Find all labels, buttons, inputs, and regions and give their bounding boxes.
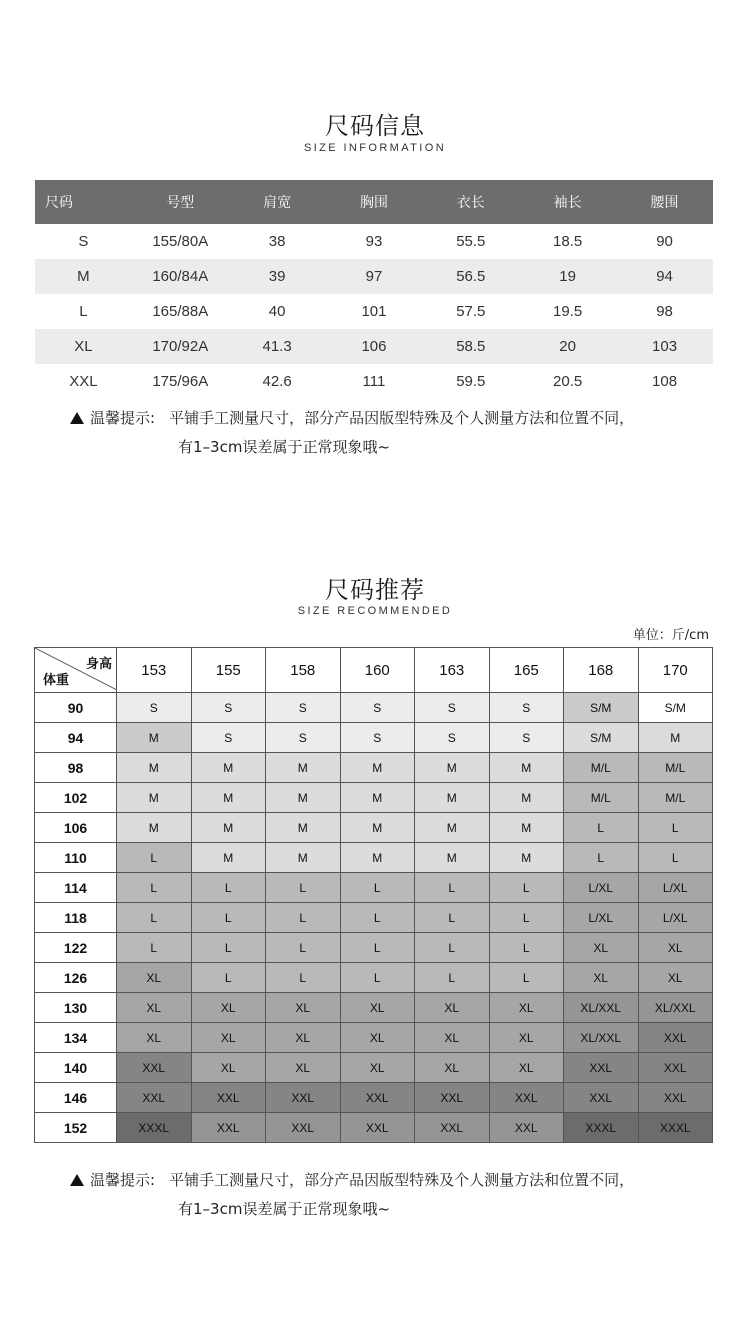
weight-cell: 106 <box>35 813 117 843</box>
size-cell: XXL <box>266 1083 341 1113</box>
size-cell: XL <box>117 963 192 993</box>
size-info-cell: XL <box>35 329 132 364</box>
size-cell: XXL <box>415 1083 490 1113</box>
size-cell: S <box>340 723 415 753</box>
size-info-cell: 165/88A <box>152 303 209 320</box>
size-cell: L <box>117 843 192 873</box>
size-cell: M <box>266 813 341 843</box>
size-cell: XL <box>117 1023 192 1053</box>
size-info-header: 腰围 <box>616 180 713 224</box>
size-info-cell: 108 <box>652 373 678 390</box>
weight-cell: 122 <box>35 933 117 963</box>
size-cell: XXL <box>489 1113 564 1143</box>
size-info-row <box>35 259 713 294</box>
size-info-cell: 57.5 <box>456 303 486 320</box>
weight-row <box>35 1053 713 1083</box>
size-cell: XL <box>191 1023 266 1053</box>
size-cell: M/L <box>638 753 713 783</box>
size-cell: L <box>340 963 415 993</box>
size-cell: M <box>638 723 713 753</box>
unit-label: 单位：斤/cm <box>632 628 709 643</box>
size-cell: L <box>638 843 713 873</box>
size-info-cell: XXL <box>69 373 98 390</box>
size-info-title: 尺码信息 <box>325 112 425 140</box>
size-info-cell: 90 <box>656 233 673 250</box>
size-cell: XL <box>415 993 490 1023</box>
size-cell: L <box>489 933 564 963</box>
size-cell: S/M <box>638 693 713 723</box>
size-info-cell: 59.5 <box>456 373 486 390</box>
height-header: 168 <box>564 648 639 693</box>
size-info-header: 衣长 <box>422 180 519 224</box>
size-cell: L <box>415 903 490 933</box>
size-cell: XXL <box>415 1113 490 1143</box>
corner-cell <box>35 648 117 693</box>
size-cell: XL/XXL <box>564 993 639 1023</box>
size-cell: S/M <box>564 693 639 723</box>
size-recommend-subtitle: SIZE RECOMMENDED <box>297 605 453 617</box>
size-info-cell: 20.5 <box>553 373 583 390</box>
height-header: 170 <box>638 648 713 693</box>
size-cell: M <box>266 753 341 783</box>
weight-row <box>35 1113 713 1143</box>
weight-row <box>35 873 713 903</box>
weight-row <box>35 993 713 1023</box>
size-info-cell: 160/84A <box>132 259 229 294</box>
size-info-cell: 56.5 <box>422 259 519 294</box>
size-cell: M <box>489 783 564 813</box>
weight-row <box>35 783 713 813</box>
height-header: 153 <box>117 648 192 693</box>
size-cell: L <box>415 933 490 963</box>
size-cell: L <box>489 873 564 903</box>
size-info-header: 号型 <box>132 180 229 224</box>
weight-row <box>35 903 713 933</box>
size-cell: XL <box>266 1023 341 1053</box>
size-info-header: 尺码 <box>35 180 132 224</box>
size-cell: M <box>340 843 415 873</box>
tip-label: 温馨提示: <box>90 409 156 427</box>
size-cell: XL <box>564 933 639 963</box>
size-cell: M <box>415 813 490 843</box>
size-cell: M <box>415 843 490 873</box>
weight-cell: 114 <box>35 873 117 903</box>
size-cell: S <box>266 723 341 753</box>
size-cell: L/XL <box>638 873 713 903</box>
size-info-cell: 106 <box>326 329 423 364</box>
weight-cell: 130 <box>35 993 117 1023</box>
tip2-label: 温馨提示: <box>90 1171 156 1189</box>
size-cell: S <box>340 693 415 723</box>
height-header: 158 <box>266 648 341 693</box>
size-cell: M <box>191 753 266 783</box>
weight-row <box>35 843 713 873</box>
size-info-cell: 40 <box>268 303 286 320</box>
warning-icon <box>70 1174 84 1186</box>
size-info-cell: S <box>78 233 89 250</box>
tip2-text-2: 有1–3cm误差属于正常现象哦~ <box>178 1200 391 1218</box>
size-info-cell: 20 <box>519 329 616 364</box>
size-info-cell: 175/96A <box>152 373 209 390</box>
size-cell: S <box>415 693 490 723</box>
size-cell: XL <box>489 1023 564 1053</box>
size-cell: L <box>564 813 639 843</box>
weight-cell: 118 <box>35 903 117 933</box>
size-info-table <box>35 180 713 399</box>
size-cell: XXL <box>489 1083 564 1113</box>
size-info-cell: 103 <box>616 329 713 364</box>
size-cell: XXL <box>117 1053 192 1083</box>
size-cell: L <box>638 813 713 843</box>
weight-cell: 110 <box>35 843 117 873</box>
size-info-header: 胸围 <box>326 180 423 224</box>
size-cell: L <box>415 963 490 993</box>
weight-cell: 90 <box>35 693 117 723</box>
weight-row <box>35 813 713 843</box>
tip-text-1: 平铺手工测量尺寸，部分产品因版型特殊及个人测量方法和位置不同， <box>169 409 635 427</box>
size-cell: M <box>340 783 415 813</box>
size-cell: XXL <box>340 1113 415 1143</box>
size-cell: L <box>489 963 564 993</box>
size-info-cell: 42.6 <box>262 373 292 390</box>
size-info-row <box>35 364 713 399</box>
size-cell: XXXL <box>564 1113 639 1143</box>
size-cell: M <box>117 783 192 813</box>
size-cell: M/L <box>638 783 713 813</box>
size-info-subtitle: SIZE INFORMATION <box>303 142 447 154</box>
size-cell: M <box>489 813 564 843</box>
size-cell: XXL <box>638 1053 713 1083</box>
size-cell: M <box>117 723 192 753</box>
size-info-cell: 155/80A <box>152 233 209 250</box>
size-cell: M <box>266 783 341 813</box>
weight-cell: 140 <box>35 1053 117 1083</box>
size-cell: L/XL <box>564 903 639 933</box>
weight-row <box>35 963 713 993</box>
size-cell: XL <box>489 993 564 1023</box>
size-info-cell: 58.5 <box>422 329 519 364</box>
height-axis-label: 身高 <box>85 656 112 671</box>
size-cell: XXL <box>117 1083 192 1113</box>
tip2-line-1 <box>70 1166 710 1195</box>
size-cell: M <box>117 753 192 783</box>
size-info-cell: 38 <box>268 233 286 250</box>
size-info-cell: 98 <box>656 303 673 320</box>
size-cell: XXXL <box>117 1113 192 1143</box>
size-cell: S/M <box>564 723 639 753</box>
weight-cell: 152 <box>35 1113 117 1143</box>
size-cell: L/XL <box>564 873 639 903</box>
size-info-cell: 94 <box>616 259 713 294</box>
size-cell: XXL <box>191 1083 266 1113</box>
size-cell: L <box>266 873 341 903</box>
weight-cell: 98 <box>35 753 117 783</box>
weight-axis-label: 体重 <box>43 672 70 687</box>
size-cell: XXL <box>564 1053 639 1083</box>
size-info-header: 袖长 <box>519 180 616 224</box>
size-cell: L <box>191 903 266 933</box>
warning-icon <box>70 412 84 424</box>
size-cell: XL <box>415 1053 490 1083</box>
height-header-row <box>35 648 713 693</box>
size-info-cell: 55.5 <box>456 233 486 250</box>
size-cell: M/L <box>564 753 639 783</box>
weight-row <box>35 933 713 963</box>
size-cell: S <box>117 693 192 723</box>
tip2-text-1: 平铺手工测量尺寸，部分产品因版型特殊及个人测量方法和位置不同， <box>169 1171 635 1189</box>
height-header: 163 <box>415 648 490 693</box>
size-cell: L/XL <box>638 903 713 933</box>
weight-row <box>35 753 713 783</box>
size-recommend-title: 尺码推荐 <box>325 576 425 604</box>
tip-text-2: 有1–3cm误差属于正常现象哦~ <box>178 438 391 456</box>
size-cell: L <box>340 873 415 903</box>
height-header: 155 <box>191 648 266 693</box>
size-cell: L <box>117 933 192 963</box>
size-cell: XL <box>340 993 415 1023</box>
size-cell: M <box>266 843 341 873</box>
size-cell: XXXL <box>638 1113 713 1143</box>
weight-cell: 94 <box>35 723 117 753</box>
size-cell: XL <box>266 1053 341 1083</box>
size-cell: XL/XXL <box>564 1023 639 1053</box>
size-cell: L <box>191 963 266 993</box>
size-cell: XL <box>638 963 713 993</box>
height-header: 165 <box>489 648 564 693</box>
size-cell: XL <box>340 1023 415 1053</box>
measurement-tip-2 <box>70 1166 710 1224</box>
size-cell: L <box>117 873 192 903</box>
size-cell: S <box>415 723 490 753</box>
weight-cell: 134 <box>35 1023 117 1053</box>
size-cell: L <box>564 843 639 873</box>
size-info-cell: M <box>35 259 132 294</box>
size-cell: M <box>191 813 266 843</box>
weight-row <box>35 1023 713 1053</box>
size-cell: M <box>340 813 415 843</box>
size-cell: S <box>191 723 266 753</box>
size-cell: M <box>191 843 266 873</box>
size-cell: XL <box>266 993 341 1023</box>
size-cell: M <box>489 843 564 873</box>
size-cell: L <box>117 903 192 933</box>
size-cell: L <box>266 933 341 963</box>
size-cell: XL <box>340 1053 415 1083</box>
size-cell: XL <box>564 963 639 993</box>
size-info-cell: 93 <box>365 233 383 250</box>
height-header: 160 <box>340 648 415 693</box>
size-info-row <box>35 329 713 364</box>
size-cell: XXL <box>638 1083 713 1113</box>
size-cell: M/L <box>564 783 639 813</box>
size-info-cell: 19 <box>519 259 616 294</box>
size-info-cell: L <box>79 303 88 320</box>
size-cell: L <box>415 873 490 903</box>
measurement-tip <box>70 404 710 462</box>
size-cell: L <box>266 903 341 933</box>
size-info-cell: 41.3 <box>229 329 326 364</box>
size-cell: L <box>340 903 415 933</box>
size-cell: XXL <box>266 1113 341 1143</box>
size-info-cell: 170/92A <box>132 329 229 364</box>
size-cell: XL <box>191 993 266 1023</box>
size-cell: L <box>340 933 415 963</box>
size-cell: XL <box>489 1053 564 1083</box>
size-recommend-table <box>34 647 713 1143</box>
weight-cell: 146 <box>35 1083 117 1113</box>
size-cell: S <box>489 693 564 723</box>
size-info-cell: 111 <box>362 373 386 390</box>
size-cell: L <box>191 933 266 963</box>
size-cell: XL <box>191 1053 266 1083</box>
size-cell: XXL <box>638 1023 713 1053</box>
size-cell: S <box>191 693 266 723</box>
size-info-cell: 39 <box>229 259 326 294</box>
weight-row <box>35 723 713 753</box>
tip-line-1 <box>70 404 710 433</box>
size-cell: XXL <box>191 1113 266 1143</box>
size-cell: L <box>489 903 564 933</box>
size-info-cell: 18.5 <box>553 233 583 250</box>
size-cell: M <box>117 813 192 843</box>
size-cell: XXL <box>564 1083 639 1113</box>
weight-row <box>35 693 713 723</box>
size-cell: XL/XXL <box>638 993 713 1023</box>
size-cell: XL <box>638 933 713 963</box>
size-cell: S <box>266 693 341 723</box>
size-cell: XL <box>415 1023 490 1053</box>
size-info-cell: 101 <box>361 303 387 320</box>
size-cell: XXL <box>340 1083 415 1113</box>
weight-cell: 102 <box>35 783 117 813</box>
size-info-cell: 97 <box>326 259 423 294</box>
size-info-header: 肩宽 <box>229 180 326 224</box>
size-info-header-row <box>35 180 713 224</box>
size-cell: L <box>191 873 266 903</box>
size-cell: XL <box>117 993 192 1023</box>
size-cell: M <box>415 783 490 813</box>
weight-row <box>35 1083 713 1113</box>
size-cell: S <box>489 723 564 753</box>
size-cell: M <box>489 753 564 783</box>
size-cell: L <box>266 963 341 993</box>
size-info-row <box>35 294 713 329</box>
weight-cell: 126 <box>35 963 117 993</box>
size-info-row <box>35 224 713 259</box>
size-info-cell: 19.5 <box>553 303 583 320</box>
size-cell: M <box>191 783 266 813</box>
size-cell: M <box>340 753 415 783</box>
size-cell: M <box>415 753 490 783</box>
